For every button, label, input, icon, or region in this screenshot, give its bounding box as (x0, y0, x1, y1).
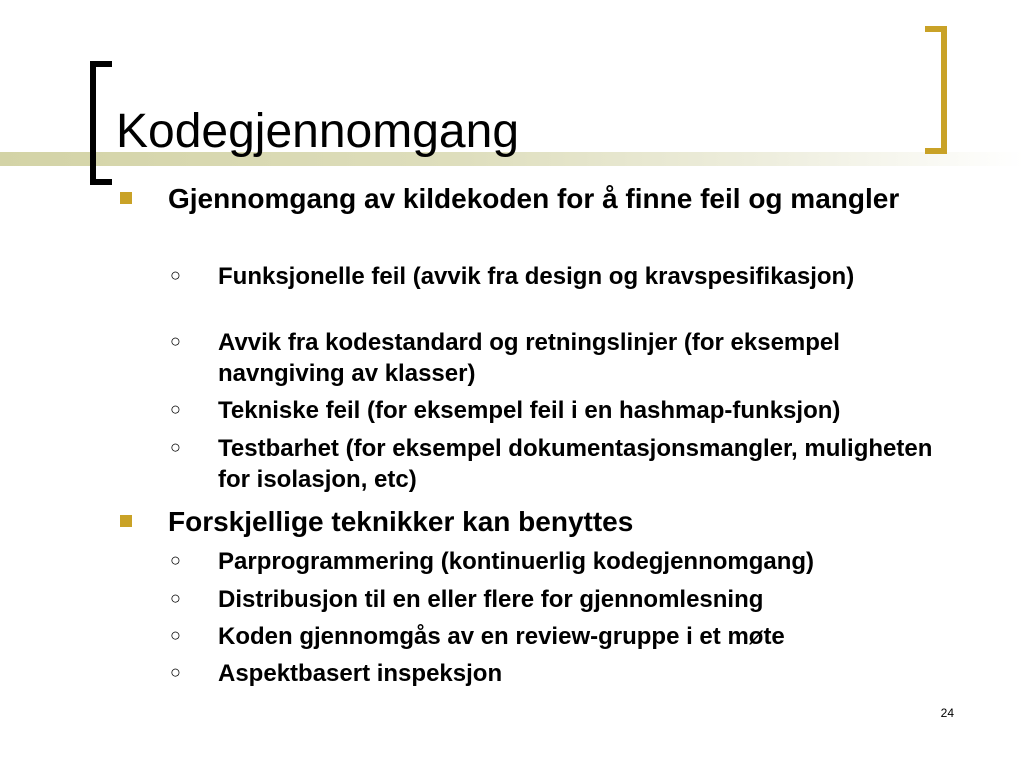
sub-bullet-item (170, 658, 963, 689)
sub-bullet-text: Tekniske feil (for eksempel feil i en hashmap-funksjon) (218, 397, 841, 424)
page-number: 24 (940, 706, 954, 720)
sub-bullet-item (170, 395, 963, 426)
bullet-item (168, 180, 948, 217)
sub-bullet-text: Parprogrammering (kontinuerlig kodegjennomgang) (218, 548, 815, 575)
sub-bullet-text: Aspektbasert inspeksjon (218, 660, 503, 687)
sub-bullet-text: Funksjonelle feil (avvik fra design og kravspesifikasjon) (218, 263, 855, 290)
sub-bullet-text: Testbarhet (for eksempel dokumentasjonsmangler, muligheten for isolasjon, etc) (218, 435, 933, 493)
circle-bullet-icon: ○ (170, 588, 181, 608)
square-bullet-icon (120, 515, 132, 527)
square-bullet-icon (120, 192, 132, 204)
circle-bullet-icon: ○ (170, 437, 181, 457)
circle-bullet-icon: ○ (170, 331, 181, 351)
bullet-text: Forskjellige teknikker kan benyttes (168, 506, 634, 537)
left-bracket-decoration (90, 61, 112, 185)
sub-bullet-text: Koden gjennomgås av en review-gruppe i et møte (218, 623, 785, 650)
sub-bullet-text: Distribusjon til en eller flere for gjennomlesning (218, 586, 764, 613)
circle-bullet-icon: ○ (170, 399, 181, 419)
circle-bullet-icon: ○ (170, 265, 181, 285)
circle-bullet-icon: ○ (170, 662, 181, 682)
circle-bullet-icon: ○ (170, 625, 181, 645)
sub-bullet-item (170, 621, 963, 652)
bullet-text: Gjennomgang av kildekoden for å finne feil og mangler (168, 183, 900, 214)
sub-bullet-item (170, 546, 963, 577)
sub-bullet-item (170, 261, 963, 292)
sub-bullet-item (170, 584, 963, 615)
circle-bullet-icon: ○ (170, 550, 181, 570)
right-bracket-decoration (925, 26, 947, 154)
sub-bullet-text: Avvik fra kodestandard og retningslinjer (for eksempel navngiving av klasser) (218, 329, 840, 387)
bullet-item (168, 503, 948, 540)
sub-bullet-item (170, 327, 963, 389)
sub-bullet-item (170, 433, 963, 495)
slide-title: Kodegjennomgang (116, 105, 520, 158)
